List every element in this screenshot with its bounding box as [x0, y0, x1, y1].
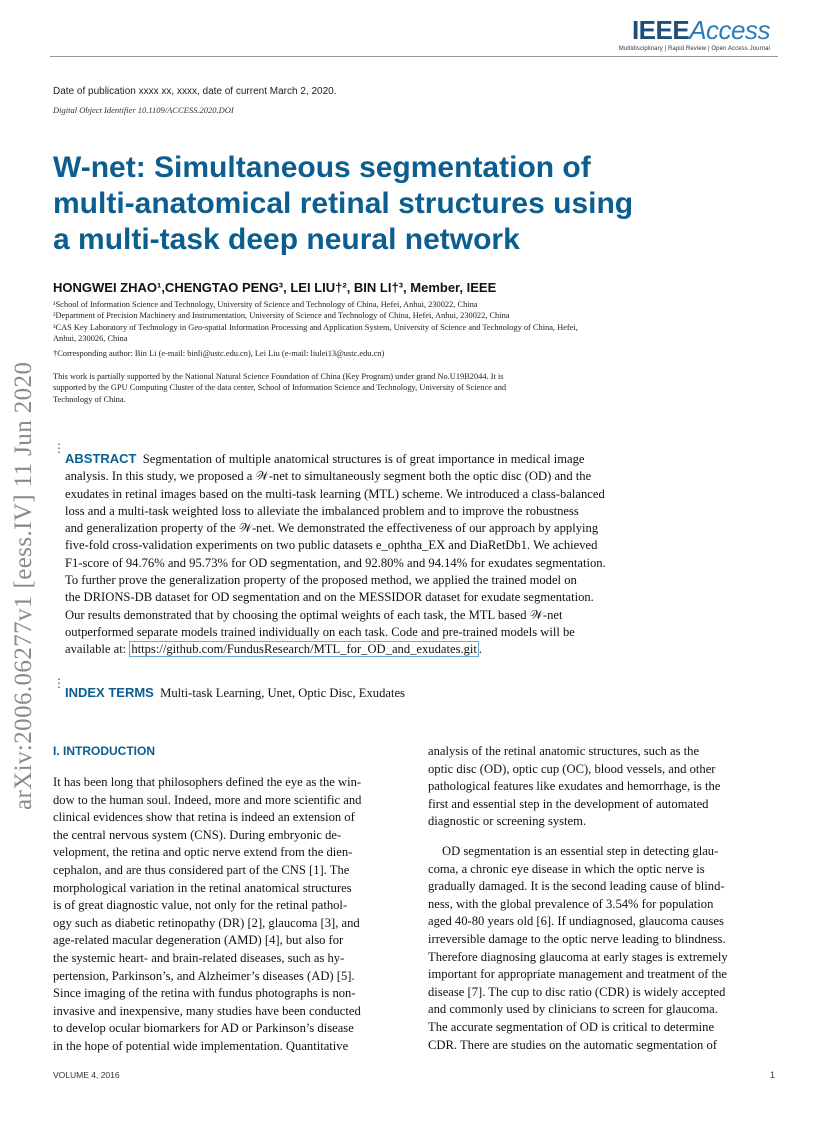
- text-line: ogy such as diabetic retinopathy (DR) [2], glaucoma [3], and: [53, 915, 360, 930]
- text-line: to develop ocular biomarkers for AD or Parkinson’s disease: [53, 1021, 354, 1036]
- text-line: CDR. There are studies on the automatic segmentation of: [428, 1037, 717, 1052]
- page-number: 1: [769, 1070, 775, 1080]
- text-line: clinical evidences show that retina is indeed an extension of: [53, 810, 355, 825]
- arxiv-stamp: arXiv:2006.06277v1 [eess.IV] 11 Jun 2020: [10, 361, 37, 810]
- index-terms: [65, 685, 405, 701]
- affiliation-line: Anhui, 230026, China: [53, 334, 128, 344]
- abstract-line: exudates in retinal images based on the multi-task learning (MTL) scheme. We introduced a class-balanced: [65, 486, 605, 501]
- text-line: the central nervous system (CNS). During embryonic de-: [53, 827, 342, 842]
- text-line: the systemic heart- and brain-related diseases, such as hy-: [53, 950, 345, 965]
- abstract-line: outperformed separate models trained individually on each task. Code and pre-trained models will be: [65, 624, 575, 639]
- abstract-label: ABSTRACT: [65, 451, 137, 466]
- abstract-line: the DRIONS-DB dataset for OD segmentation and on the MESSIDOR dataset for exudate segmentation.: [65, 590, 594, 605]
- intro-right-paragraph-1: [428, 743, 778, 831]
- doi-line: Digital Object Identifier 10.1109/ACCESS.2020.DOI: [53, 105, 234, 115]
- index-terms-label: INDEX TERMS: [65, 685, 154, 700]
- abstract-line: F1-score of 94.76% and 95.73% for OD segmentation, and 92.80% and 94.14% for exudates segmentation.: [65, 555, 606, 570]
- text-line: morphological variation in the retinal anatomical structures: [53, 880, 352, 895]
- abstract-line-end: .: [478, 642, 483, 657]
- text-line: age-related macular degeneration (AMD) [4], but also for: [53, 933, 344, 948]
- text-line: diagnostic or screening system.: [428, 814, 587, 829]
- text-line: disease [7]. The cup to disc ratio (CDR) is widely accepted: [428, 984, 726, 999]
- publication-date: Date of publication xxxx xx, xxxx, date of current March 2, 2020.: [53, 86, 337, 97]
- text-line: analysis of the retinal anatomic structures, such as the: [428, 744, 700, 758]
- funding-line: Technology of China.: [53, 394, 126, 404]
- text-line: optic disc (OD), optic cup (OC), blood vessels, and other: [428, 761, 716, 776]
- text-line: The accurate segmentation of OD is critical to determine: [428, 1019, 715, 1034]
- paper-title: [53, 150, 773, 258]
- abstract-dots-icon: ⋮: [53, 441, 65, 455]
- text-line: coma, a chronic eye disease in which the optic nerve is: [428, 861, 705, 876]
- intro-left-column: [53, 774, 403, 1056]
- intro-right-paragraph-2: [428, 843, 778, 1054]
- text-line: and commonly used by clinicians to screen for glaucoma.: [428, 1002, 718, 1017]
- text-line: important for appropriate management and treatment of the: [428, 967, 727, 982]
- text-line: ness, with the global prevalence of 3.54% for population: [428, 896, 714, 911]
- text-line: irreversible damage to the optic nerve leading to blindness.: [428, 931, 726, 946]
- text-line: dow to the human soul. Indeed, more and more scientific and: [53, 792, 362, 807]
- text-line: in the hope of potential wide implementation. Quantitative: [53, 1038, 349, 1053]
- text-line: first and essential step in the development of automated: [428, 796, 709, 811]
- text-line: gradually damaged. It is the second leading cause of blind-: [428, 879, 725, 894]
- affiliations: [53, 299, 753, 345]
- logo-ieee: IEEE: [631, 15, 690, 45]
- text-line: cephalon, and are thus considered part of the CNS [1]. The: [53, 862, 350, 877]
- text-line: Therefore diagnosing glaucoma at early stages is extremely: [428, 949, 728, 964]
- abstract: [65, 450, 777, 659]
- abstract-line: loss and a multi-task weighted loss to alleviate the imbalanced problem and to improve the robustness: [65, 503, 579, 518]
- text-line: is of great diagnostic value, not only for the retinal pathol-: [53, 898, 348, 913]
- text-line: OD segmentation is an essential step in detecting glau-: [442, 844, 719, 858]
- title-line: a multi-task deep neural network: [53, 223, 520, 256]
- text-line: It has been long that philosophers defined the eye as the win-: [53, 775, 362, 789]
- funding-note: [53, 371, 713, 405]
- abstract-line: and generalization property of the 𝒲-net. We demonstrated the effectiveness of our approach by applying: [65, 521, 599, 536]
- logo-tagline: Multidisciplinary | Rapid Review | Open Access Journal: [618, 46, 770, 52]
- header-rule: [50, 56, 778, 57]
- code-link[interactable]: https://github.com/FundusResearch/MTL_for_OD_and_exudates.git: [131, 642, 477, 657]
- author-list: HONGWEI ZHAO¹,CHENGTAO PENG³, LEI LIU†², BIN LI†³, Member, IEEE: [53, 280, 497, 295]
- journal-logo: [619, 16, 770, 52]
- section-heading: I. INTRODUCTION: [53, 744, 155, 758]
- logo-access: Access: [689, 15, 770, 45]
- affiliation-line: ¹School of Information Science and Technology, University of Science and Technology of China, Hefei, Anhui, 230022, China: [53, 300, 478, 309]
- text-line: invasive and inexpensive, many studies have been conducted: [53, 1003, 361, 1018]
- text-line: aged 40-80 years old [6]. If undiagnosed, glaucoma causes: [428, 914, 724, 929]
- funding-line: This work is partially supported by the National Natural Science Foundation of China (Key Program) under grand No.U19B2044. It is: [53, 372, 504, 381]
- affiliation-line: ³CAS Key Laboratory of Technology in Geo-spatial Information Processing and Application System, University of Science and Technology of China, Hefei,: [53, 322, 578, 332]
- title-line: multi-anatomical retinal structures using: [53, 187, 634, 220]
- abstract-line: five-fold cross-validation experiments on two public datasets e_ophtha_EX and DiaRetDb1. We achieved: [65, 538, 598, 553]
- abstract-line: available at:: [65, 642, 130, 657]
- abstract-line: Segmentation of multiple anatomical structures is of great importance in medical image: [142, 452, 585, 466]
- corresponding-author: †Corresponding author: Bin Li (e-mail: binli@ustc.edu.cn), Lei Liu (e-mail: liulei13@ustc.edu.cn): [53, 349, 385, 358]
- footer-volume: VOLUME 4, 2016: [53, 1070, 120, 1080]
- text-line: Since imaging of the retina with fundus photographs is non-: [53, 986, 356, 1001]
- text-line: velopment, the retina and optic nerve extend from the dien-: [53, 845, 353, 860]
- affiliation-line: ²Department of Precision Machinery and Instrumentation, University of Science and Technology of China, Hefei, Anhui, 230022, China: [53, 311, 510, 321]
- text-line: pathological features like exudates and hemorrhage, is the: [428, 779, 721, 794]
- abstract-line: analysis. In this study, we proposed a 𝒲-net to simultaneously segment both the optic disc (OD) and the: [65, 469, 592, 484]
- title-line: W-net: Simultaneous segmentation of: [53, 151, 591, 184]
- text-line: pertension, Parkinson’s, and Alzheimer’s diseases (AD) [5].: [53, 968, 355, 983]
- index-dots-icon: ⋮: [53, 676, 65, 690]
- abstract-line: To further prove the generalization property of the proposed method, we applied the trained model on: [65, 573, 577, 588]
- abstract-line: Our results demonstrated that by choosing the optimal weights of each task, the MTL based 𝒲-net: [65, 607, 563, 622]
- funding-line: supported by the GPU Computing Cluster of the data center, School of Information Science and Technology, University of Science and: [53, 383, 507, 393]
- index-terms-text: Multi-task Learning, Unet, Optic Disc, Exudates: [160, 686, 405, 700]
